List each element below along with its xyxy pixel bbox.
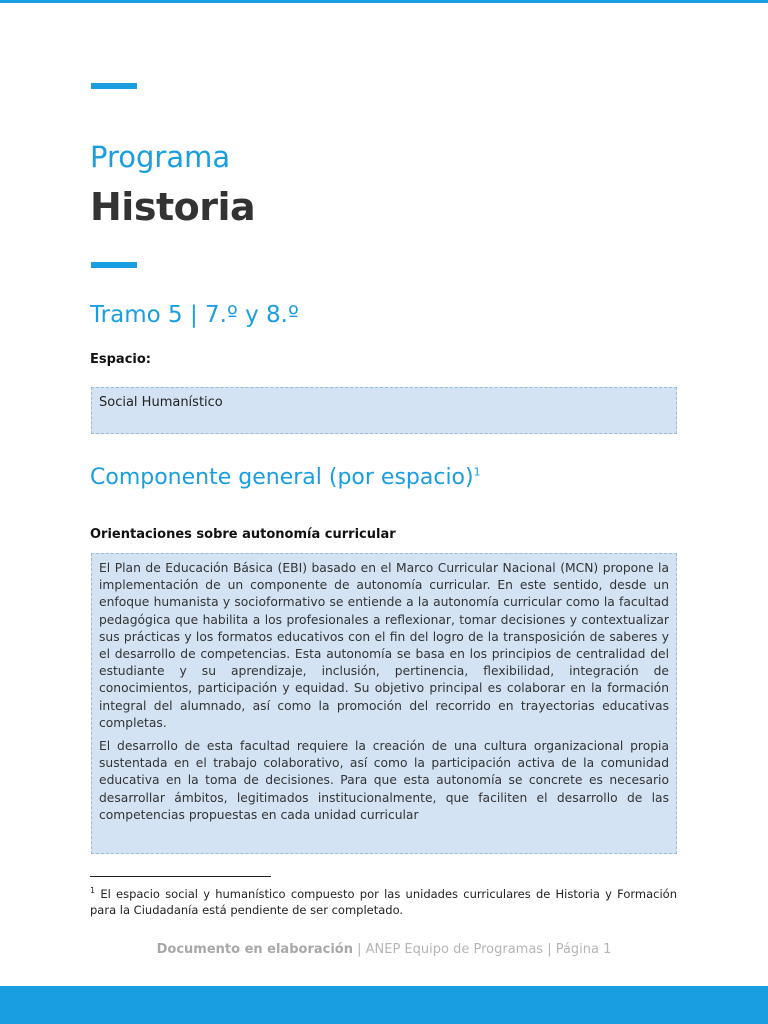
footnote-divider <box>90 876 271 877</box>
espacio-value-box <box>91 387 677 434</box>
tramo-heading: Tramo 5 | 7.º y 8.º <box>90 302 299 328</box>
footnote-reference[interactable]: 1 <box>473 465 481 479</box>
orientaciones-text-box <box>91 553 677 854</box>
orientaciones-paragraph-1: El Plan de Educación Básica (EBI) basado en el Marco Curricular Nacional (MCN) propone la implementación de un componente de autonomía curricular. En este sentido, desde un enfoque humanista y socioformativo se entiende a la autonomía curricular como la facultad pedagógica que habilita a los profesionales a reflexionar, tomar decisiones y contextualizar sus prácticas y los formatos educativos con el fin del logro de la transposición de saberes y el desarrollo de competencias. Esta autonomía se basa en los principios de centralidad del estudiante y su aprendizaje, inclusión, pertinencia, flexibilidad, integración de conocimientos, participación y equidad. Su objetivo principal es colaborar en la formación integral del alumnado, así como la promoción del recorrido en trayectorias educativas completas. <box>99 561 669 730</box>
componente-heading-text: Componente general (por espacio) <box>90 465 474 490</box>
footer-info: | ANEP Equipo de Programas | Página 1 <box>352 942 612 957</box>
footnote-text: El espacio social y humanístico compuesto por las unidades curriculares de Historia y Formación para la Ciudadanía está pendiente de ser completado. <box>90 886 677 917</box>
espacio-label: Espacio: <box>90 352 151 367</box>
espacio-value: Social Humanístico <box>99 395 223 410</box>
document-kicker: Programa <box>90 140 231 174</box>
componente-heading <box>90 465 481 490</box>
bottom-accent-bar <box>0 986 768 1024</box>
orientaciones-paragraph-2: El desarrollo de esta facultad requiere la creación de una cultura organizacional propia sustentada en el trabajo colaborativo, así como la participación activa de la comunidad educativa en la toma de decisiones. Para que esta autonomía se concrete es necesario desarrollar ámbitos, legitimados institucionalmente, que faciliten el desarrollo de las competencias propuestas en cada unidad curricular <box>99 739 669 822</box>
page-footer <box>0 942 768 957</box>
accent-dash-bottom <box>91 262 137 268</box>
page-title: Historia <box>90 185 256 229</box>
footnote-marker: 1 <box>90 886 96 895</box>
orientaciones-label: Orientaciones sobre autonomía curricular <box>90 527 396 542</box>
top-accent-rule <box>0 0 768 3</box>
footer-status: Documento en elaboración <box>156 942 353 957</box>
accent-dash-top <box>91 83 137 89</box>
footnote <box>90 883 677 918</box>
